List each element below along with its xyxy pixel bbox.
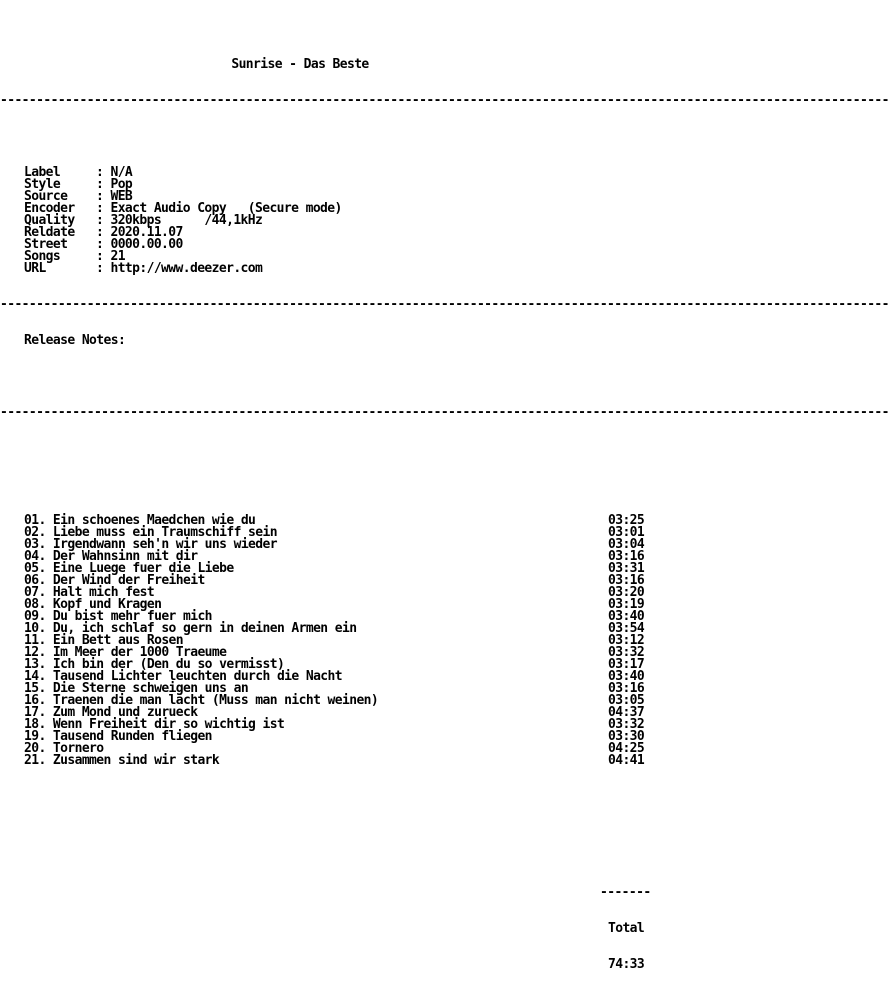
track-duration: 03:16: [608, 681, 645, 696]
track-duration: 03:40: [608, 669, 645, 684]
divider: ---------------------------------------------------------------------------------------------------------------------------: [0, 297, 889, 312]
track-duration: 03:19: [608, 597, 645, 612]
track-duration: 03:05: [608, 693, 645, 708]
track-name: Ein Bett aus Rosen: [52, 633, 184, 648]
track-number: 03.: [24, 537, 46, 552]
track-duration: 03:12: [608, 633, 645, 648]
total-block: [600, 863, 664, 995]
track-number: 08.: [24, 597, 46, 612]
track-name: Du, ich schlaf so gern in deinen Armen ein: [52, 621, 357, 636]
info-block: [24, 167, 714, 275]
track-duration: 03:30: [608, 729, 645, 744]
track-number: 18.: [24, 717, 46, 732]
track-name: Ein schoenes Maedchen wie du: [52, 513, 256, 528]
info-separator: :: [96, 261, 111, 276]
spacer: [24, 131, 714, 143]
divider: ---------------------------------------------------------------------------------------------------------------------------: [0, 405, 889, 420]
info-key: Encoder: [24, 201, 75, 216]
info-value: 2020.11.07: [110, 225, 183, 240]
track-duration: 04:25: [608, 741, 645, 756]
track-duration: 03:54: [608, 621, 645, 636]
info-key: Label: [24, 165, 61, 180]
track-duration: 03:17: [608, 657, 645, 672]
info-value: Pop: [110, 177, 133, 192]
track-duration: 03:40: [608, 609, 645, 624]
info-key: Style: [24, 177, 61, 192]
track-number: 02.: [24, 525, 46, 540]
spacer: [24, 827, 714, 839]
info-value: 21: [110, 249, 125, 264]
info-separator: :: [96, 165, 111, 180]
info-separator: :: [96, 201, 111, 216]
track-name: Irgendwann seh'n wir uns wieder: [52, 537, 277, 552]
nfo-document: [0, 35, 889, 1007]
info-value: WEB: [110, 189, 133, 204]
track-number: 14.: [24, 669, 46, 684]
info-value: Exact Audio Copy (Secure mode): [110, 201, 342, 216]
info-separator: :: [96, 189, 111, 204]
track-name: Tornero: [52, 741, 104, 756]
track-number: 01.: [24, 513, 46, 528]
release-notes-label: Release Notes:: [24, 333, 126, 348]
info-key: Reldate: [24, 225, 75, 240]
info-separator: :: [96, 237, 111, 252]
track-name: Der Wind der Freiheit: [52, 573, 205, 588]
track-number: 05.: [24, 561, 46, 576]
track-title: [24, 731, 608, 743]
track-number: 11.: [24, 633, 46, 648]
track-duration: 03:31: [608, 561, 645, 576]
track-number: 12.: [24, 645, 46, 660]
track-duration: 03:32: [608, 717, 645, 732]
info-row: [24, 263, 714, 275]
track-duration: 04:41: [608, 753, 645, 768]
track-duration: 03:16: [608, 573, 645, 588]
info-value: 320kbps /44,1kHz: [110, 213, 263, 228]
track-number: 19.: [24, 729, 46, 744]
track-number: 17.: [24, 705, 46, 720]
track-number: 20.: [24, 741, 46, 756]
info-separator: :: [96, 213, 111, 228]
track-name: Die Sterne schweigen uns an: [52, 681, 249, 696]
spacer: [24, 479, 714, 491]
track-name: Ich bin der (Den du so vermisst): [52, 657, 285, 672]
track-duration: 04:37: [608, 705, 645, 720]
track-number: 15.: [24, 681, 46, 696]
spacer: [24, 371, 714, 383]
track-name: Im Meer der 1000 Traeume: [52, 645, 227, 660]
track-number: 16.: [24, 693, 46, 708]
track-title: [24, 755, 608, 767]
info-key: Songs: [24, 249, 61, 264]
spacer: [24, 443, 714, 455]
track-name: Eine Luege fuer die Liebe: [52, 561, 234, 576]
track-number: 07.: [24, 585, 46, 600]
info-row: [24, 239, 714, 251]
divider: ---------------------------------------------------------------------------------------------------------------------------: [0, 93, 889, 108]
info-key: URL: [24, 261, 46, 276]
track-duration: 03:32: [608, 645, 645, 660]
track-name: Tausend Runden fliegen: [52, 729, 212, 744]
track-name: Kopf und Kragen: [52, 597, 162, 612]
track-name: Tausend Lichter leuchten durch die Nacht: [52, 669, 342, 684]
total-time: 74:33: [608, 957, 645, 972]
track-name: Liebe muss ein Traumschiff sein: [52, 525, 277, 540]
track-duration: 03:16: [608, 549, 645, 564]
track-name: Der Wahnsinn mit dir: [52, 549, 198, 564]
info-value: N/A: [110, 165, 133, 180]
release-title: Sunrise - Das Beste: [231, 57, 369, 72]
track-name: Du bist mehr fuer mich: [52, 609, 212, 624]
spacer: [24, 791, 714, 803]
track-duration: 03:01: [608, 525, 645, 540]
info-separator: :: [96, 225, 111, 240]
info-key: Source: [24, 189, 68, 204]
track-name: Zusammen sind wir stark: [52, 753, 220, 768]
info-value: 0000.00.00: [110, 237, 183, 252]
track-number: 04.: [24, 549, 46, 564]
track-row: [24, 755, 648, 767]
track-list: [24, 515, 714, 767]
info-separator: :: [96, 249, 111, 264]
info-key: Street: [24, 237, 68, 252]
track-duration: 03:20: [608, 585, 645, 600]
track-number: 10.: [24, 621, 46, 636]
track-number: 06.: [24, 573, 46, 588]
track-name: Halt mich fest: [52, 585, 155, 600]
track-name: Zum Mond und zurueck: [52, 705, 198, 720]
track-name: Wenn Freiheit dir so wichtig ist: [52, 717, 285, 732]
track-duration: 03:25: [608, 513, 645, 528]
info-key: Quality: [24, 213, 75, 228]
track-number: 21.: [24, 753, 46, 768]
total-label: Total: [608, 921, 645, 936]
track-number: 09.: [24, 609, 46, 624]
track-number: 13.: [24, 657, 46, 672]
track-name: Traenen die man lacht (Muss man nicht weinen): [52, 693, 379, 708]
total-rule: -------: [600, 885, 651, 900]
info-separator: :: [96, 177, 111, 192]
track-duration: 03:04: [608, 537, 645, 552]
info-value: http://www.deezer.com: [110, 261, 263, 276]
track-row: [24, 731, 648, 743]
